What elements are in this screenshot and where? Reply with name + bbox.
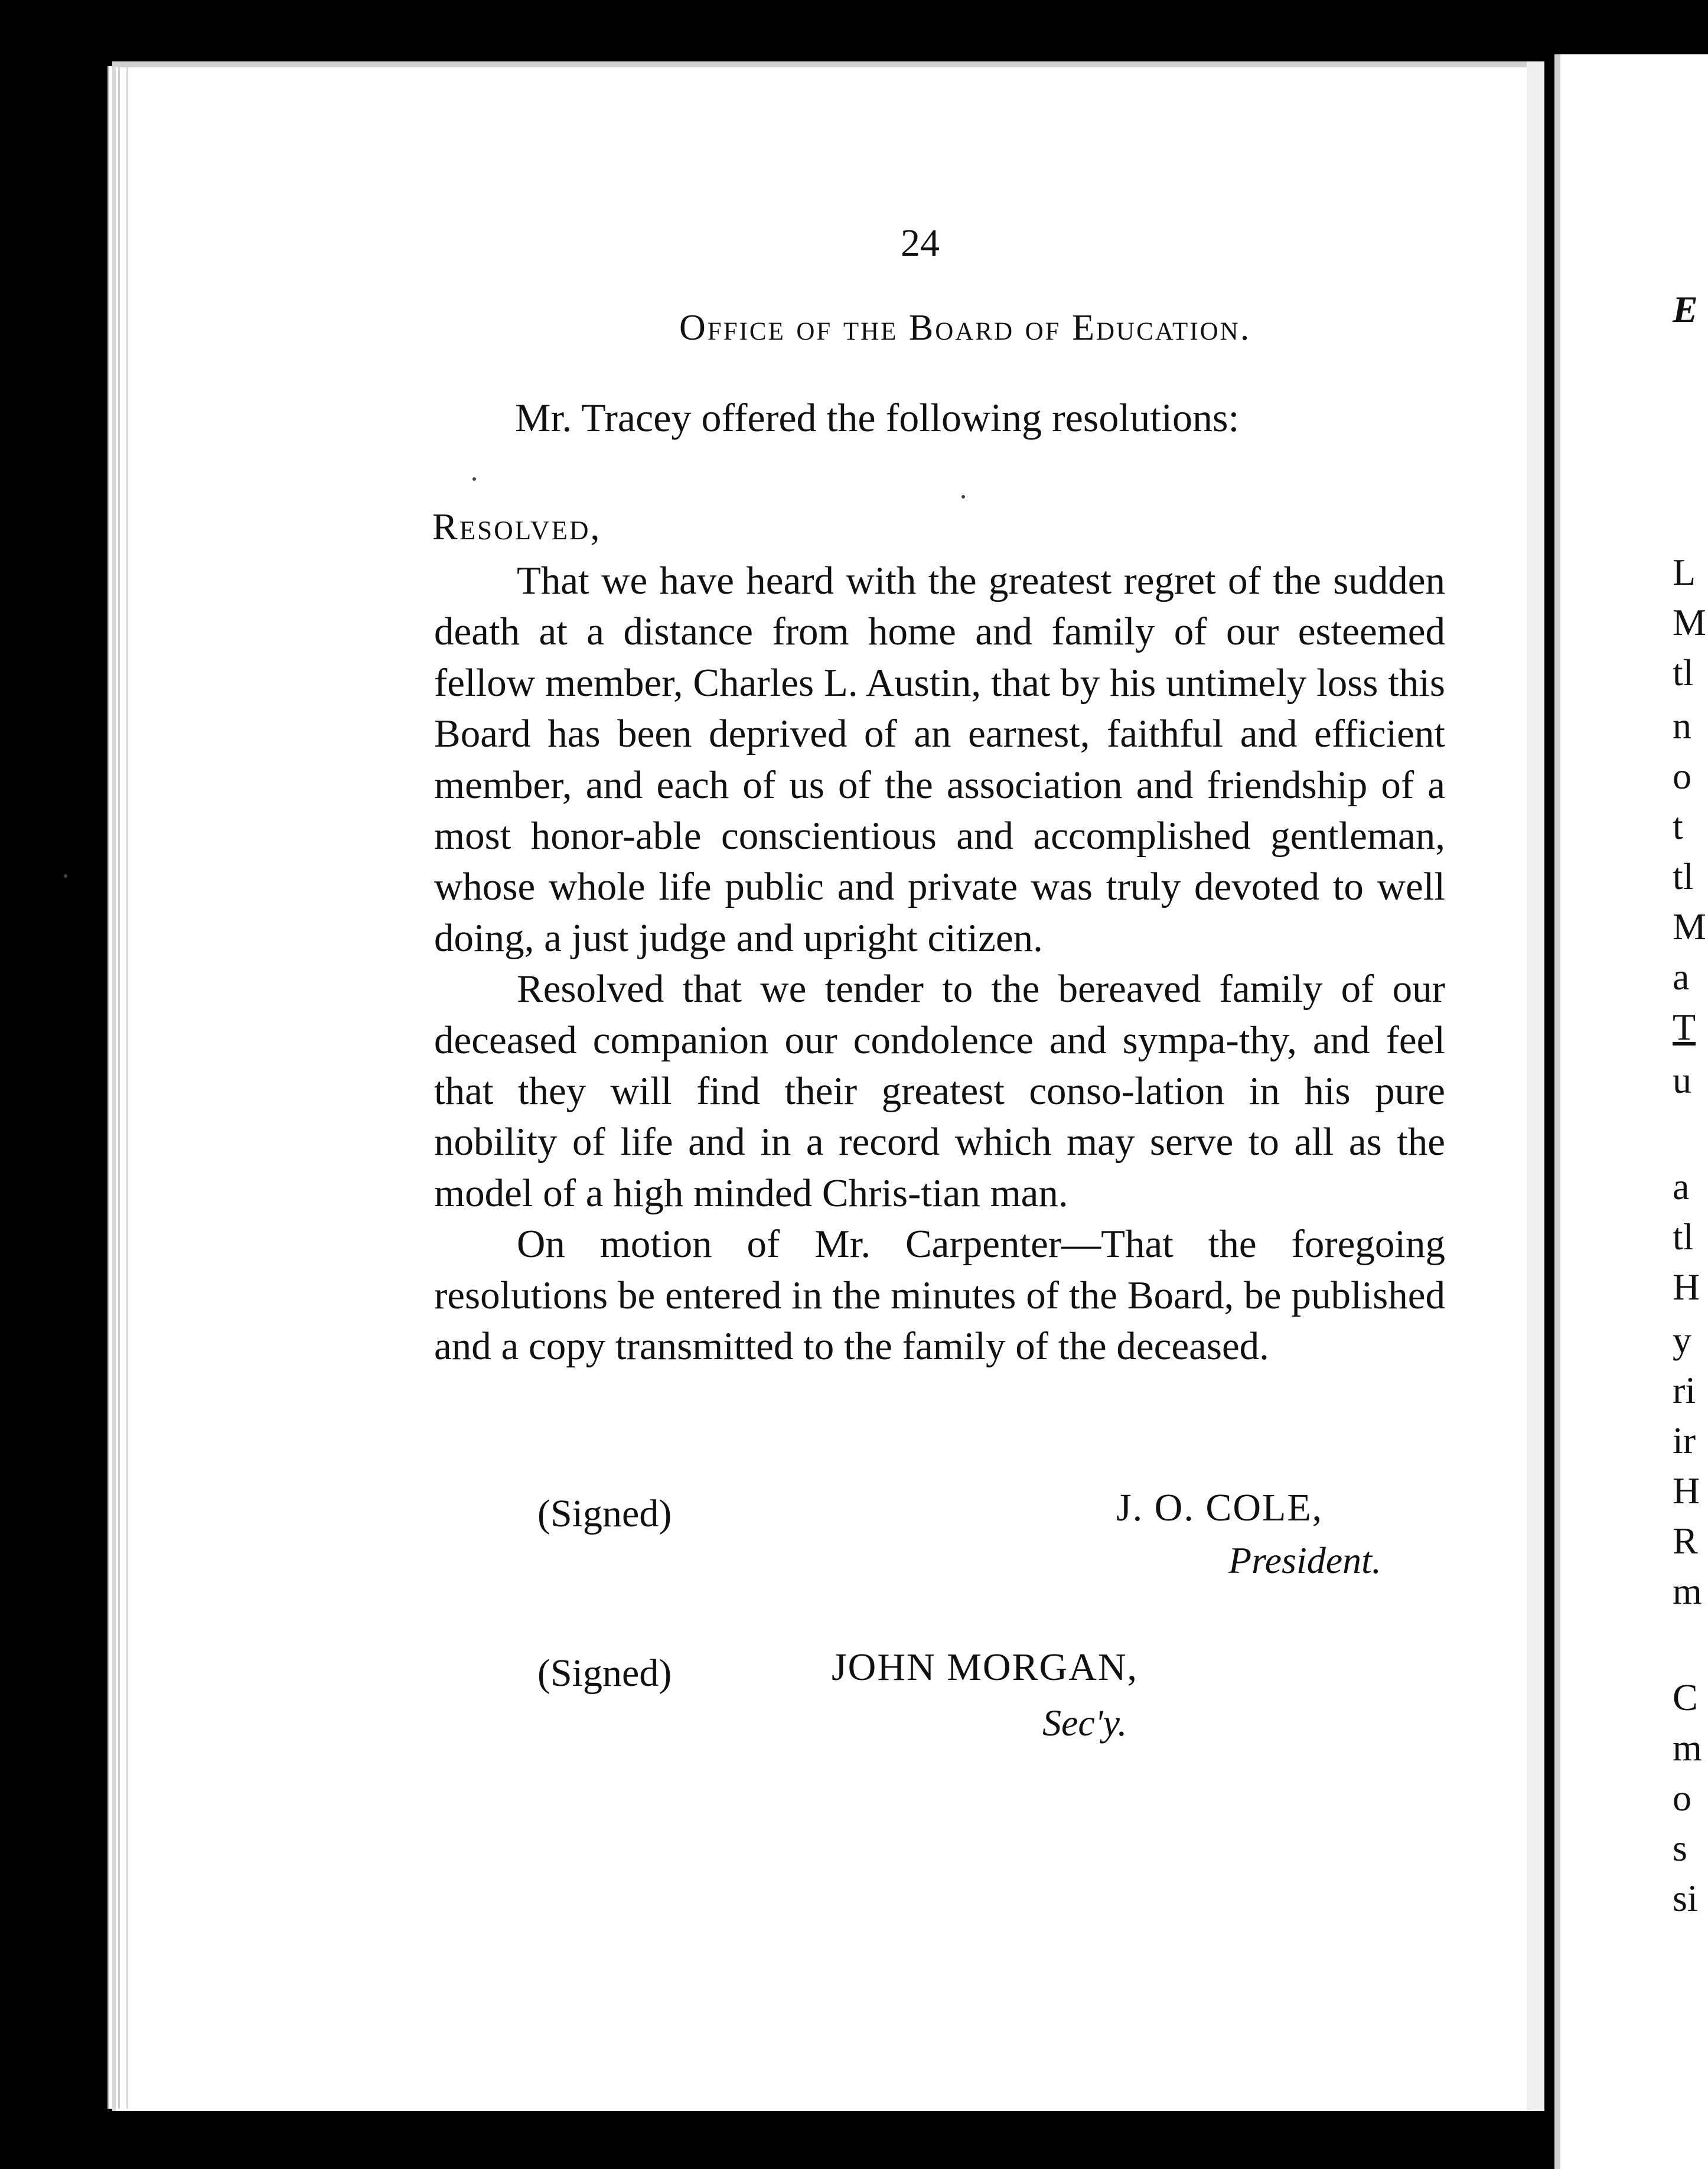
adjacent-page-fragment: t <box>1673 805 1683 847</box>
page-gutter <box>1527 61 1544 2111</box>
resolved-label: Resolved, <box>432 506 602 548</box>
resolution-paragraph: Resolved that we tender to the bereaved family of our deceased companion our condolence and sympa-thy, and feel that they will find their greatest conso-lation in his pure nobility of life and in a record which may serve to all as the model of a high minded Chris-tian man. <box>434 967 1445 1215</box>
adjacent-page-fragment: C <box>1673 1676 1698 1718</box>
adjacent-page-fragment: tl <box>1673 855 1694 897</box>
adjacent-page-fragment: s <box>1673 1827 1687 1869</box>
adjacent-page-fragment: T <box>1673 1006 1696 1048</box>
adjacent-page-fragment: a <box>1673 1165 1690 1207</box>
print-speck <box>472 477 476 481</box>
print-speck <box>961 495 965 499</box>
page-number: 24 <box>901 222 940 265</box>
adjacent-page-fragment: ir <box>1673 1419 1696 1461</box>
adjacent-page <box>1554 54 1708 2169</box>
resolution-paragraph: That we have heard with the greatest regret of the sudden death at a distance from home and family of our esteemed fellow member, Charles L. Austin, that by his untimely loss this Board has been deprived of an earnest, faithful and efficient member, and each of us of the association and friendship of a most honor-able conscientious and accomplished gentleman, whose whole life public and private was truly devoted to well doing, a just judge and upright citizen. <box>434 559 1445 960</box>
adjacent-page-fragment: tl <box>1673 1216 1694 1258</box>
resolution-body <box>434 555 1445 1372</box>
adjacent-page-fragment: u <box>1673 1059 1691 1101</box>
adjacent-page-fragment: y <box>1673 1319 1691 1361</box>
signatory-title: Sec'y. <box>1042 1702 1127 1744</box>
signed-label: (Signed) <box>537 1492 672 1535</box>
adjacent-page-fragment: M <box>1673 601 1706 643</box>
adjacent-page-fragment: E <box>1673 288 1698 330</box>
signatory-name: J. O. COLE, <box>1116 1486 1324 1529</box>
page-edge <box>126 64 132 2109</box>
adjacent-page-fragment: R <box>1673 1520 1698 1562</box>
signatory-title: President. <box>1228 1539 1381 1581</box>
adjacent-page-fragment: H <box>1673 1266 1700 1308</box>
signed-label: (Signed) <box>537 1652 672 1695</box>
intro-line: Mr. Tracey offered the following resolutions: <box>515 395 1240 440</box>
adjacent-page-fragment: m <box>1673 1570 1702 1612</box>
page-top-edge <box>112 61 1544 67</box>
adjacent-page-fragment: n <box>1673 705 1691 747</box>
page-edge <box>118 64 123 2109</box>
adjacent-page-fragment: a <box>1673 956 1690 998</box>
adjacent-page-fragment: m <box>1673 1727 1702 1769</box>
signatory-name: JOHN MORGAN, <box>832 1646 1139 1689</box>
print-speck <box>64 874 67 878</box>
adjacent-page-fragment: ri <box>1673 1369 1696 1411</box>
adjacent-page-fragment: o <box>1673 755 1691 797</box>
page-heading: Office of the Board of Education. <box>679 308 1251 348</box>
motion-paragraph: On motion of Mr. Carpenter—That the foregoing resolutions be entered in the minutes of the Board, be published and a copy transmitted to the family of the deceased. <box>434 1222 1445 1369</box>
adjacent-page-fragment: H <box>1673 1470 1700 1512</box>
adjacent-page-fragment: o <box>1673 1777 1691 1819</box>
adjacent-page-fragment: tl <box>1673 652 1694 693</box>
adjacent-page-fragment: L <box>1673 551 1696 593</box>
adjacent-page-fragment: si <box>1673 1877 1698 1919</box>
adjacent-page-fragment: M <box>1673 906 1706 947</box>
